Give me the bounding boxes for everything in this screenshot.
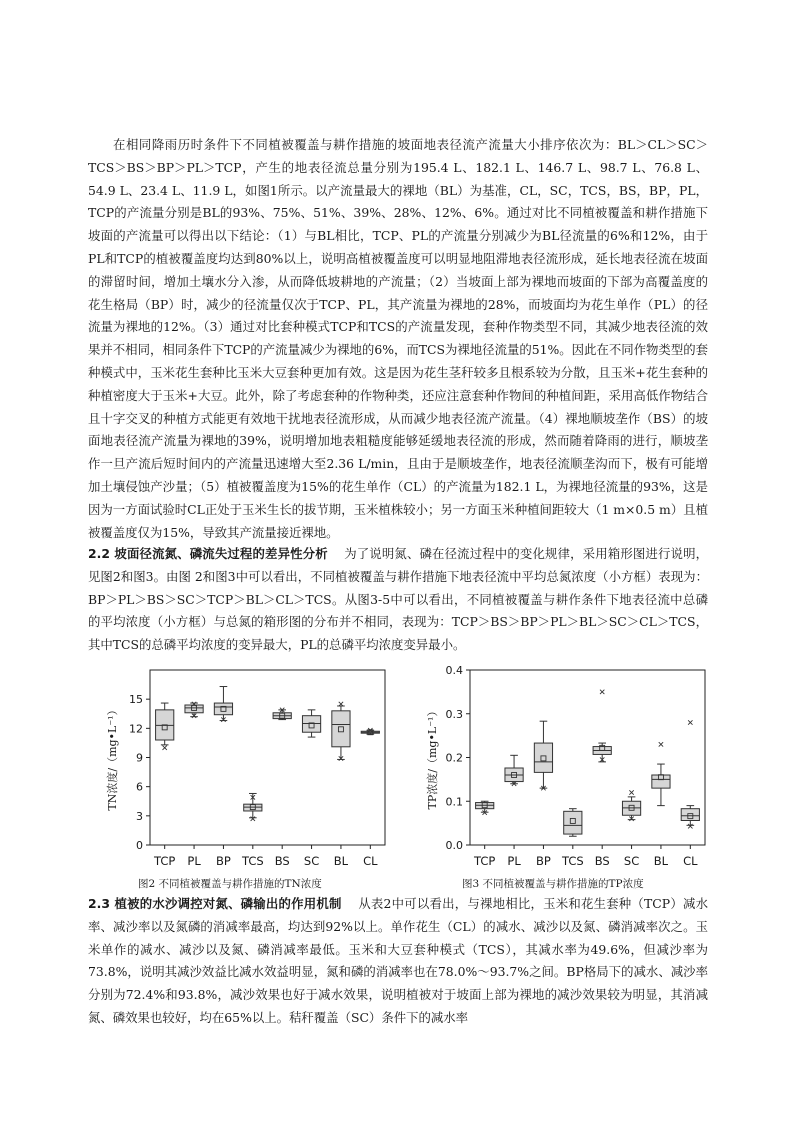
tn-category-label: PL [187,854,201,868]
paragraph-text: 在相同降雨历时条件下不同植被覆盖与耕作措施的坡面地表径流产流量大小排序依次为：BL＞CL＞SC＞TCS＞BS＞BP＞PL＞TCP，产生的地表径流总量分别为195.4 L、182.1 L、146.7 L、98.7 L、76.8 L、54.9 L、23.4 L、11.9 L，如图1所示。以产流量最大的裸地（BL）为基准，CL，SC，TCS，BS，BP，PL，TCP的产流量分别是BL的93%、75%、51%、39%、28%、12%、6%。通过对比不同植被覆盖和耕作措施下坡面的产流量可以得出以下结论：（1）与BL相比，TCP、PL的产流量分别减少为BL径流量的6%和12%，由于PL和TCP的植被覆盖度均达到80%以上，说明高植被覆盖度可以明显地阻滞地表径流形成，延长地表径流在坡面的滞留时间，增加土壤水分入渗，从而降低坡耕地的产流量；（2）当坡面上部为裸地而坡面的下部为高覆盖度的花生格局（BP）时，减少的径流量仅次于TCP、PL，其产流量为裸地的28%，而坡面均为花生单作（PL）的径流量为裸地的12%。（3）通过对比套种模式TCP和TCS的产流量发现，套种作物类型不同，其减少地表径流的效果并不相同，相同条件下TCP的产流量减少为裸地的6%，而TCS为裸地径流量的51%。因此在不同作物类型的套种模式中，玉米花生套种比玉米大豆套种更加有效。这是因为花生茎秆较多且根系较为分散，且玉米+花生套种的种植密度大于玉米+大豆。此外，除了考虑套种的作物种类，还应注意套种作物间的种植间距，采用高低作物结合且十字交叉的种植方式能更有效地干扰地表径流形成，从而减少地表径流产流量。（4）裸地顺坡垄作（BS）的坡面地表径流产流量为裸地的39%，说明增加地表粗糙度能够延缓地表径流的形成，然而随着降雨的进行，顺坡垄作一旦产流后短时间内的产流量迅速增大至2.36 L/min，且由于是顺坡垄作，地表径流顺垄沟而下，极有可能增加土壤侵蚀产沙量；（5）植被覆盖度为15%的花生单作（CL）的产流量为182.1 L，为裸地径流量的93%，这是因为一方面试验时CL正处于玉米生长的拔节期，玉米植株较小；另一方面玉米种植间距较大（1 m×0.5 m）且植被覆盖度仅为15%，导致其产流量接近裸地。 [88,137,708,540]
section-2-3 [88,893,708,1030]
figure-tp-boxplot [420,660,720,895]
tp-y-tick-label: 0.1 [445,795,463,809]
tp-boxplot-chart [420,660,720,895]
tn-box-tcp [156,703,174,750]
box-iqr [652,775,670,788]
tp-category-label: PL [507,854,521,868]
tp-y-tick-label: 0.2 [445,751,463,765]
tn-box-bs [273,708,291,720]
tn-box-tcs [244,793,262,820]
tp-box-bp [534,721,552,790]
figure-3-caption: 图3 不同植被覆盖与耕作措施的TP浓度 [462,878,644,890]
tp-plot-frame [470,670,705,845]
figure-2-caption: 图2 不同植被覆盖与耕作措施的TN浓度 [138,878,322,890]
outlier-marker [629,790,633,794]
tp-category-label: TCS [561,854,584,868]
tn-y-tick-label: 3 [136,809,143,823]
tp-box-sc [622,790,640,821]
tn-box-sc [302,710,320,737]
tp-y-tick-label: 0.0 [445,839,463,852]
tp-category-label: TCP [474,854,496,868]
tp-y-tick-label: 0.4 [445,664,463,677]
tn-y-tick-label: 15 [129,693,143,707]
tp-box-tcp [476,801,494,815]
tn-category-label: CL [363,854,378,868]
tp-box-pl [505,755,523,786]
section-2-2 [88,543,708,657]
tn-box-cl [361,728,379,735]
tn-category-label: BP [216,854,231,868]
figure-tn-boxplot [100,660,400,895]
tp-category-label: BL [653,854,669,868]
tn-category-label: TCP [154,854,176,868]
box-iqr [564,811,582,834]
tn-y-tick-label: 6 [136,780,143,794]
tn-category-label: BS [274,854,290,868]
outlier-marker [659,742,663,746]
tp-box-bl [652,742,670,805]
tp-box-bs [593,690,611,762]
tn-y-tick-label: 12 [129,722,143,736]
tn-y-axis-label: TN浓度/（mg•L⁻¹） [106,704,119,811]
section-heading: 2.2 坡面径流氮、磷流失过程的差异性分析 [88,546,328,561]
tn-y-tick-label: 9 [136,751,143,765]
tp-y-tick-label: 0.3 [445,707,463,721]
tp-category-label: BP [536,854,551,868]
outlier-marker [688,720,692,724]
tn-category-label: SC [303,854,320,868]
tn-box-bp [214,687,232,722]
section-heading: 2.3 植被的水沙调控对氮、磷输出的作用机制 [88,896,342,911]
section-body: 从表2中可以看出，与裸地相比，玉米和花生套种（TCP）减水率、减沙率以及氮磷的消减率最高，均达到92%以上。单作花生（CL）的减水、减沙以及氮、磷消减率次之。玉米单作的减水、减沙以及氮、磷消减率最低。玉米和大豆套种模式（TCS），其减水率为49.6%，但减沙率为73.8%，说明其减沙效益比减水效益明显，氮和磷的消减率也在78.0%～93.7%之间。BP格局下的减水、减沙率分别为72.4%和93.8%，减沙效果也好于减水效果，说明植被对于坡面上部为裸地的减沙效果较为明显，其消减氮、磷效果也较好，均在65%以上。秸秆覆盖（SC）条件下的减水率 [88,896,708,1025]
tp-category-label: SC [623,854,640,868]
tn-box-bl [332,702,350,761]
tn-plot-frame [150,670,385,845]
tn-box-pl [185,702,203,718]
tp-y-axis-label: TP浓度/（mg•L⁻¹） [426,705,439,810]
box-iqr [185,705,203,713]
paragraph-runoff-ranking [88,134,708,544]
tn-y-tick-label: 0 [136,839,143,852]
outlier-marker [600,690,604,694]
box-iqr [534,743,552,772]
tp-box-tcs [564,809,582,837]
tp-category-label: BS [594,854,610,868]
tp-box-cl [681,720,699,828]
outlier-marker [162,746,166,750]
tp-category-label: CL [683,854,698,868]
tn-boxplot-chart [100,660,400,895]
box-iqr [214,703,232,715]
section-body: 为了说明氮、磷在径流过程中的变化规律，采用箱形图进行说明，见图2和图3。由图 2和图3中可以看出，不同植被覆盖与耕作措施下地表径流中平均总氮浓度（小方框）表现为：BP＞PL＞BS＞SC＞TCP＞BL＞CL＞TCS。从图3-5中可以看出，不同植被覆盖与耕作条件下地表径流中总磷的平均浓度（小方框）与总氮的箱形图的分布并不相同，表现为：TCP＞BS＞BP＞PL＞BL＞SC＞CL＞TCS，其中TCS的总磷平均浓度的变异最大，PL的总磷平均浓度变异最小。 [88,546,709,653]
box-iqr [332,711,350,747]
tn-category-label: TCS [241,854,264,868]
tn-category-label: BL [333,854,349,868]
